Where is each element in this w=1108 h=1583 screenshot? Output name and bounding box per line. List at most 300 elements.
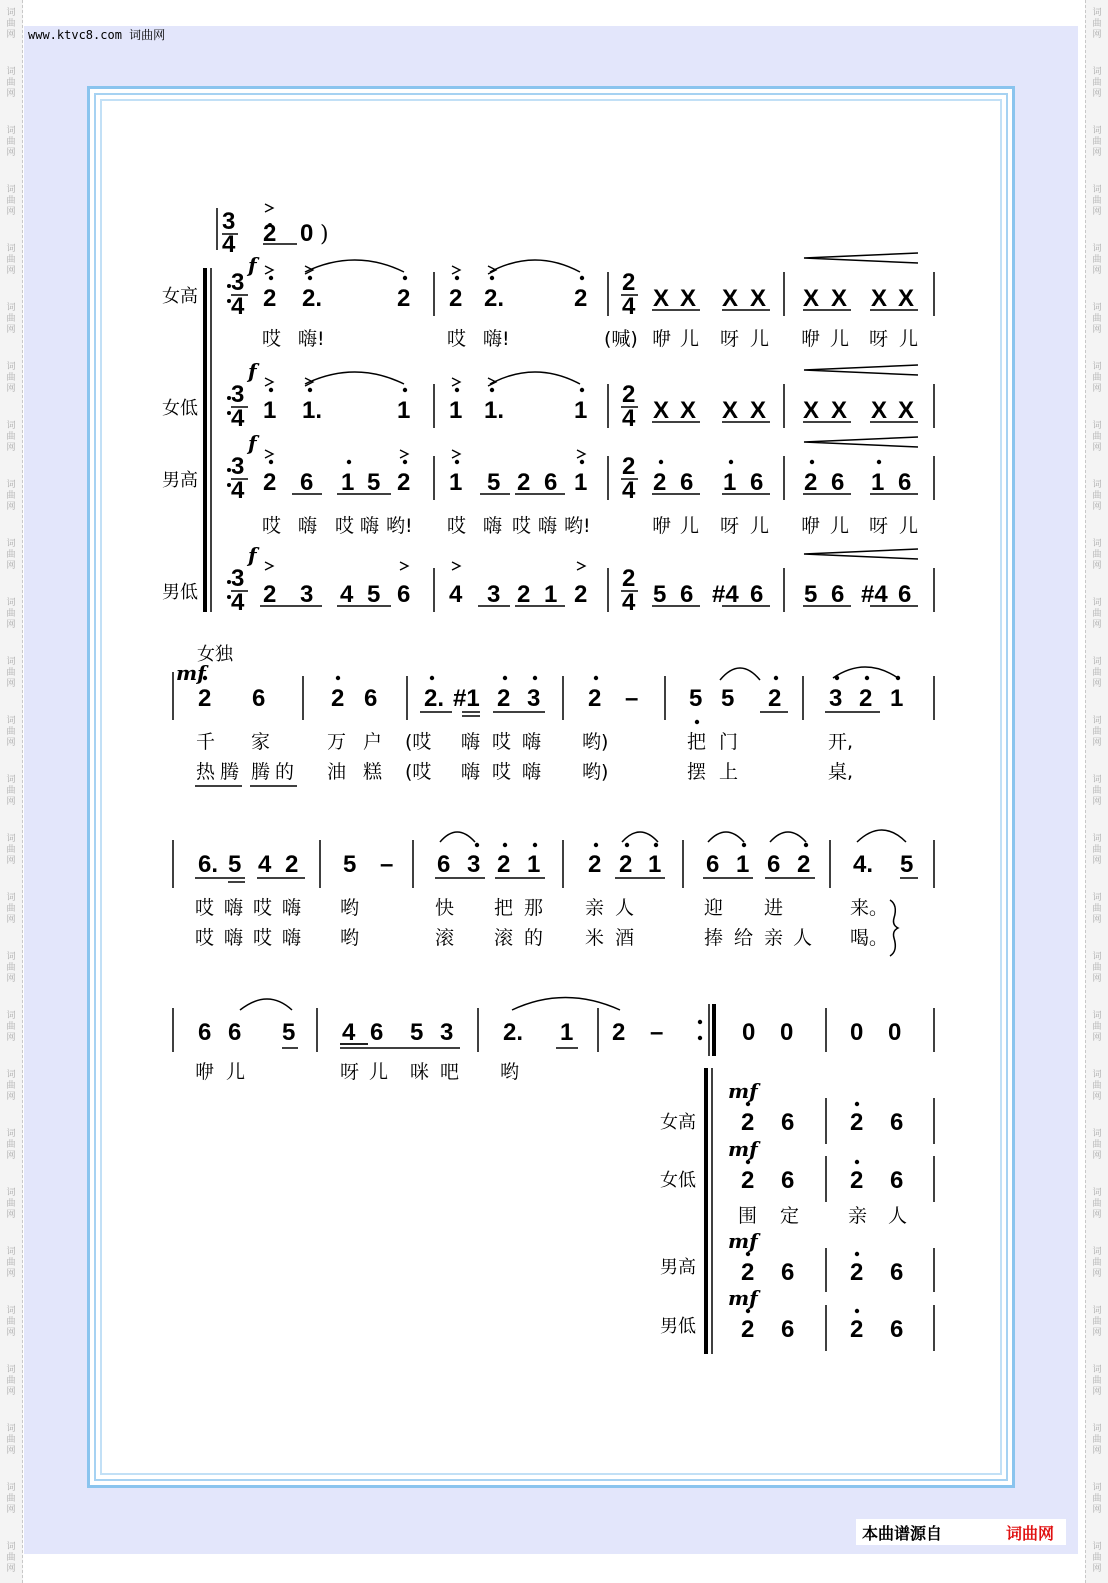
- note: 2: [741, 1167, 755, 1194]
- note: 1: [544, 581, 558, 608]
- note: 1: [527, 851, 541, 878]
- lyric: 哎: [195, 897, 215, 919]
- note: 2.: [484, 285, 505, 312]
- note: #4: [712, 581, 739, 608]
- watermark-text: 词 曲 网: [6, 1188, 16, 1220]
- lyric: 儿: [680, 328, 700, 350]
- watermark-text: 词 曲 网: [1092, 893, 1102, 925]
- note: 6: [831, 469, 845, 496]
- lyric: 嗨: [522, 731, 542, 753]
- watermark-text: 词 曲 网: [1092, 952, 1102, 984]
- note: 2.: [302, 285, 323, 312]
- dynamic-mf: mf: [728, 1286, 758, 1310]
- watermark-text: 词 曲 网: [1092, 1070, 1102, 1102]
- note: 6: [198, 1019, 212, 1046]
- system2: [176, 644, 903, 783]
- note: 2: [574, 581, 588, 608]
- lyric: 米: [585, 927, 605, 949]
- lyric: 迎: [704, 897, 724, 919]
- lyric: 呀: [869, 515, 889, 537]
- watermark-text: 词 曲 网: [1092, 244, 1102, 276]
- lyric: 哎: [253, 897, 273, 919]
- note: 2: [397, 469, 411, 496]
- note: 3: [487, 581, 501, 608]
- note: X: [750, 285, 767, 312]
- watermark-text: 词 曲 网: [1092, 126, 1102, 158]
- part-label-tenor: 男高: [660, 1257, 696, 1278]
- lyric: 的: [275, 761, 295, 783]
- note: 6: [364, 685, 378, 712]
- note: X: [803, 397, 820, 424]
- solo-label: 女独: [197, 644, 233, 665]
- lyric: 进: [764, 897, 784, 919]
- note: 3: [300, 581, 314, 608]
- note: 4: [340, 581, 354, 608]
- part-label-tenor: 男高: [162, 470, 198, 491]
- note: 1: [449, 397, 463, 424]
- note: 1: [560, 1019, 574, 1046]
- lyric: 哎: [492, 731, 512, 753]
- system5: [660, 1079, 907, 1343]
- lyric: 嗨: [282, 897, 302, 919]
- note: 3: [829, 685, 843, 712]
- watermark-text: 词 曲 网: [1092, 1306, 1102, 1338]
- lyric: 儿: [369, 1061, 389, 1083]
- note: 5: [689, 685, 703, 712]
- note: 1: [648, 851, 662, 878]
- note: 6: [750, 469, 764, 496]
- lyric: 把: [494, 897, 514, 919]
- system1: [162, 253, 918, 616]
- lyric: 嗨: [282, 927, 302, 949]
- watermark-text: 词 曲 网: [1092, 598, 1102, 630]
- note: 2: [850, 1259, 864, 1286]
- time-sig-top: 3: [231, 381, 245, 408]
- note: #4: [861, 581, 888, 608]
- lyric: 呀: [340, 1061, 360, 1083]
- source-footer: [856, 1519, 1066, 1545]
- lyric: 呀: [720, 515, 740, 537]
- time-sig-top: 2: [622, 269, 636, 296]
- note: X: [898, 285, 915, 312]
- lyric: 呀: [869, 328, 889, 350]
- note: 6: [781, 1316, 795, 1343]
- note: 5: [282, 1019, 296, 1046]
- watermark-text: 词 曲 网: [6, 952, 16, 984]
- intro-paren: ): [320, 222, 329, 247]
- note: 6: [890, 1259, 904, 1286]
- note: 6: [680, 469, 694, 496]
- watermark-text: 词 曲 网: [6, 303, 16, 335]
- watermark-text: 词 曲 网: [1092, 1011, 1102, 1043]
- watermark-text: 词 曲 网: [6, 598, 16, 630]
- note: 2: [517, 581, 531, 608]
- watermark-text: 词 曲 网: [1092, 1424, 1102, 1456]
- lyric: 来。: [850, 897, 889, 919]
- lyric: 桌,: [828, 761, 854, 783]
- note: 2: [397, 285, 411, 312]
- note: 5: [487, 469, 501, 496]
- note: 6: [397, 581, 411, 608]
- note: 6: [544, 469, 558, 496]
- rest: 0: [850, 1019, 864, 1046]
- rest: 0: [742, 1019, 756, 1046]
- lyric: 亲: [764, 927, 784, 949]
- note: 6: [781, 1109, 795, 1136]
- note: X: [803, 285, 820, 312]
- watermark-text: 词 曲 网: [6, 1306, 16, 1338]
- note: 2: [804, 469, 818, 496]
- watermark-text: 词 曲 网: [1092, 8, 1102, 40]
- note: 2.: [503, 1019, 524, 1046]
- note: 5: [410, 1019, 424, 1046]
- note: 5: [804, 581, 818, 608]
- part-label-bass: 男低: [162, 582, 198, 603]
- watermark-text: 词 曲 网: [1092, 362, 1102, 394]
- part-label-soprano: 女高: [162, 286, 198, 307]
- lyric: 哎: [335, 515, 355, 537]
- lyric: 人: [888, 1205, 908, 1227]
- note: –: [650, 1019, 664, 1046]
- note: 2: [588, 851, 602, 878]
- note: 6: [898, 469, 912, 496]
- lyric: 哟: [340, 897, 360, 919]
- lyric: 人: [793, 927, 813, 949]
- time-sig-top: 3: [231, 453, 245, 480]
- time-sig-bottom: 4: [622, 477, 636, 504]
- note: 3: [527, 685, 541, 712]
- watermark-text: 词 曲 网: [1092, 1188, 1102, 1220]
- watermark-text: 词 曲 网: [1092, 716, 1102, 748]
- note: 5: [900, 851, 914, 878]
- note: 5: [721, 685, 735, 712]
- lyric-shout: (喊): [604, 328, 638, 350]
- lyric: 嗨!: [298, 328, 325, 350]
- lyric: (哎: [405, 731, 432, 753]
- lyric: 咿: [801, 515, 821, 537]
- note: X: [680, 397, 697, 424]
- note: X: [722, 285, 739, 312]
- note: 2: [612, 1019, 626, 1046]
- time-sig-bottom: 4: [231, 477, 245, 504]
- note: 1: [574, 397, 588, 424]
- note: 2: [768, 685, 782, 712]
- note: 1: [723, 469, 737, 496]
- time-sig-top: 2: [622, 381, 636, 408]
- lyric: 嗨!: [483, 328, 510, 350]
- note: 6: [750, 581, 764, 608]
- note: 4: [449, 581, 463, 608]
- watermark-text: 词 曲 网: [1092, 421, 1102, 453]
- source-site-link[interactable]: 词曲网: [1006, 1524, 1055, 1543]
- note: X: [831, 397, 848, 424]
- lyric: 哎: [195, 927, 215, 949]
- lyric: 快: [435, 897, 455, 919]
- watermark-text: 词 曲 网: [6, 1365, 16, 1397]
- note: 4: [342, 1019, 356, 1046]
- lyric: 嗨: [538, 515, 558, 537]
- lyric: 嗨: [483, 515, 503, 537]
- lyric: 糕: [363, 761, 383, 783]
- part-label-alto: 女低: [660, 1170, 696, 1191]
- lyric: 油: [327, 761, 347, 783]
- lyric: 嗨: [224, 897, 244, 919]
- watermark-text: 词 曲 网: [6, 1011, 16, 1043]
- watermark-text: 词 曲 网: [6, 126, 16, 158]
- dynamic-f: f: [248, 431, 257, 455]
- note: 2: [850, 1109, 864, 1136]
- watermark-text: 词 曲 网: [6, 362, 16, 394]
- lyric: 的: [524, 927, 544, 949]
- note: X: [871, 285, 888, 312]
- note: 6: [890, 1167, 904, 1194]
- lyric: 围: [738, 1205, 758, 1227]
- note: 5: [228, 851, 242, 878]
- note: 6: [680, 581, 694, 608]
- note: X: [831, 285, 848, 312]
- watermark-text: 词 曲 网: [6, 657, 16, 689]
- watermark-text: 词 曲 网: [1092, 775, 1102, 807]
- dynamic-mf: mf: [728, 1137, 758, 1161]
- lyric: 哎: [447, 328, 467, 350]
- lyric: 腾: [220, 761, 240, 783]
- note: 1: [574, 469, 588, 496]
- note: 6: [437, 851, 451, 878]
- watermark-text: 词 曲 网: [6, 1542, 16, 1574]
- lyric: 呀: [720, 328, 740, 350]
- lyric: 嗨: [360, 515, 380, 537]
- note: 6: [767, 851, 781, 878]
- lyric: 酒: [615, 927, 635, 949]
- note: 2: [517, 469, 531, 496]
- watermark-text: 词 曲 网: [6, 716, 16, 748]
- note: 2: [198, 685, 212, 712]
- note: 3: [440, 1019, 454, 1046]
- watermark-text: 词 曲 网: [6, 834, 16, 866]
- note: 1.: [484, 397, 505, 424]
- note: 2: [263, 285, 277, 312]
- lyric: 嗨: [461, 731, 481, 753]
- note: 1: [890, 685, 904, 712]
- part-label-soprano: 女高: [660, 1112, 696, 1133]
- lyric: 儿: [899, 328, 919, 350]
- lyric: 咿: [801, 328, 821, 350]
- note: 2: [497, 851, 511, 878]
- lyric: 咪: [410, 1061, 430, 1083]
- watermark-text: 词 曲 网: [6, 185, 16, 217]
- lyric: 哎: [512, 515, 532, 537]
- note: 3: [467, 851, 481, 878]
- watermark-text: 词 曲 网: [1092, 480, 1102, 512]
- lyric: 咿: [652, 328, 672, 350]
- time-sig-top: 3: [231, 565, 245, 592]
- intro-rest: 0: [300, 220, 314, 247]
- lyric: 喝。: [850, 927, 889, 949]
- system3: [195, 851, 913, 949]
- time-sig-top: 2: [622, 453, 636, 480]
- time-sig-bottom: 4: [231, 405, 245, 432]
- dynamic-mf: mf: [728, 1079, 758, 1103]
- lyric: 摆: [687, 761, 707, 783]
- lyric: 哎: [447, 515, 467, 537]
- watermark-text: 词 曲 网: [1092, 67, 1102, 99]
- lyric: 儿: [226, 1061, 246, 1083]
- octave-dots: [203, 223, 900, 1313]
- note: X: [871, 397, 888, 424]
- note: 2: [497, 685, 511, 712]
- part-label-alto: 女低: [162, 398, 198, 419]
- lyric: 哟): [582, 761, 609, 783]
- note: 2: [850, 1167, 864, 1194]
- note: 2: [859, 685, 873, 712]
- system4: [195, 1019, 901, 1083]
- dynamic-f: f: [248, 543, 257, 567]
- intro-note: 2: [263, 220, 277, 247]
- note: 1: [871, 469, 885, 496]
- note: 4: [258, 851, 272, 878]
- watermark-text: 词 曲 网: [1092, 1542, 1102, 1574]
- lyric: 嗨: [224, 927, 244, 949]
- watermark-text: 词 曲 网: [1092, 303, 1102, 335]
- note: 2: [574, 285, 588, 312]
- lyric: 咿: [652, 515, 672, 537]
- lyric: 嗨: [298, 515, 318, 537]
- lyric: 咿: [195, 1061, 215, 1083]
- watermark-text: 词 曲 网: [6, 480, 16, 512]
- lyric: 亲: [585, 897, 605, 919]
- site-url[interactable]: www.ktvc8.com 词曲网: [28, 28, 166, 42]
- note: 6: [706, 851, 720, 878]
- note: 6: [228, 1019, 242, 1046]
- note: 1.: [302, 397, 323, 424]
- note: 6: [890, 1109, 904, 1136]
- watermark-text: 词 曲 网: [6, 8, 16, 40]
- note: #1: [453, 685, 480, 712]
- note: 2: [741, 1316, 755, 1343]
- lyric: 哟): [582, 731, 609, 753]
- note: 2: [653, 469, 667, 496]
- watermark-text: 词 曲 网: [6, 1424, 16, 1456]
- lyric: 儿: [750, 515, 770, 537]
- rest: 0: [888, 1019, 902, 1046]
- note: 4.: [853, 851, 874, 878]
- rest: 0: [780, 1019, 794, 1046]
- note: 6: [890, 1316, 904, 1343]
- time-sig-top: 2: [622, 565, 636, 592]
- note: 6: [781, 1259, 795, 1286]
- watermark-text: 词 曲 网: [6, 67, 16, 99]
- time-sig-top: 3: [231, 269, 245, 296]
- note: 2: [263, 469, 277, 496]
- watermark-text: 词 曲 网: [6, 893, 16, 925]
- lyric: 哟: [340, 927, 360, 949]
- lyric: 滚: [435, 927, 455, 949]
- note: 6.: [198, 851, 219, 878]
- lyric: 定: [780, 1205, 800, 1227]
- watermark-text: 词 曲 网: [6, 421, 16, 453]
- dynamic-mf: mf: [728, 1229, 758, 1253]
- watermark-text: 词 曲 网: [6, 244, 16, 276]
- note: 1: [263, 397, 277, 424]
- watermark-text: 词 曲 网: [6, 1247, 16, 1279]
- lyric: 热: [196, 761, 216, 783]
- lyric: 腾: [251, 761, 271, 783]
- intro-measure: [222, 208, 329, 258]
- dynamic-f: f: [248, 253, 257, 277]
- lyric: 千: [196, 731, 216, 753]
- watermark-text: 词 曲 网: [1092, 539, 1102, 571]
- lyric: 儿: [680, 515, 700, 537]
- time-sig-bottom: 4: [231, 293, 245, 320]
- note: 5: [653, 581, 667, 608]
- lyric: (哎: [405, 761, 432, 783]
- watermark-text: 词 曲 网: [1092, 1483, 1102, 1515]
- dynamic-f: f: [248, 359, 257, 383]
- note: –: [625, 685, 639, 712]
- note: 2: [331, 685, 345, 712]
- note: X: [722, 397, 739, 424]
- note: 6: [831, 581, 845, 608]
- lyric: 人: [615, 897, 635, 919]
- lyric: 哟!: [564, 515, 591, 537]
- watermark-text: 词 曲 网: [1092, 1247, 1102, 1279]
- watermark-text: 词 曲 网: [6, 1070, 16, 1102]
- lyric: 滚: [494, 927, 514, 949]
- note: 2: [619, 851, 633, 878]
- note: 5: [367, 581, 381, 608]
- watermark-text: 词 曲 网: [1092, 834, 1102, 866]
- note: –: [380, 851, 394, 878]
- lyric: 万: [327, 731, 347, 753]
- lyric: 哎: [253, 927, 273, 949]
- note: 5: [367, 469, 381, 496]
- note: 6: [370, 1019, 384, 1046]
- note: 1: [736, 851, 750, 878]
- note: 5: [343, 851, 357, 878]
- note: X: [653, 285, 670, 312]
- note: 2.: [424, 685, 445, 712]
- time-sig-bottom: 4: [231, 589, 245, 616]
- lyric: 给: [734, 927, 754, 949]
- note: 2: [797, 851, 811, 878]
- note: 1: [449, 469, 463, 496]
- lyric: 哎: [492, 761, 512, 783]
- lyric: 家: [251, 731, 271, 753]
- lyric: 哟: [500, 1061, 520, 1083]
- lyric: 嗨: [461, 761, 481, 783]
- note: 2: [449, 285, 463, 312]
- watermark-text: 词 曲 网: [1092, 1129, 1102, 1161]
- part-label-bass: 男低: [660, 1316, 696, 1337]
- lyric: 户: [363, 731, 383, 753]
- source-label: 本曲谱源自: [862, 1524, 943, 1543]
- note: 2: [285, 851, 299, 878]
- lyric: 那: [524, 897, 544, 919]
- note: 2: [741, 1109, 755, 1136]
- lyric: 门: [719, 731, 739, 753]
- time-sig-bottom: 4: [622, 589, 636, 616]
- note: X: [750, 397, 767, 424]
- lyric: 开,: [828, 731, 854, 753]
- lyric: 亲: [848, 1205, 868, 1227]
- note: 2: [741, 1259, 755, 1286]
- lyric: 把: [687, 731, 707, 753]
- note: X: [653, 397, 670, 424]
- lyric: 吧: [440, 1061, 460, 1083]
- watermark-text: 词 曲 网: [6, 539, 16, 571]
- note: 2: [850, 1316, 864, 1343]
- lyric: 捧: [704, 927, 724, 949]
